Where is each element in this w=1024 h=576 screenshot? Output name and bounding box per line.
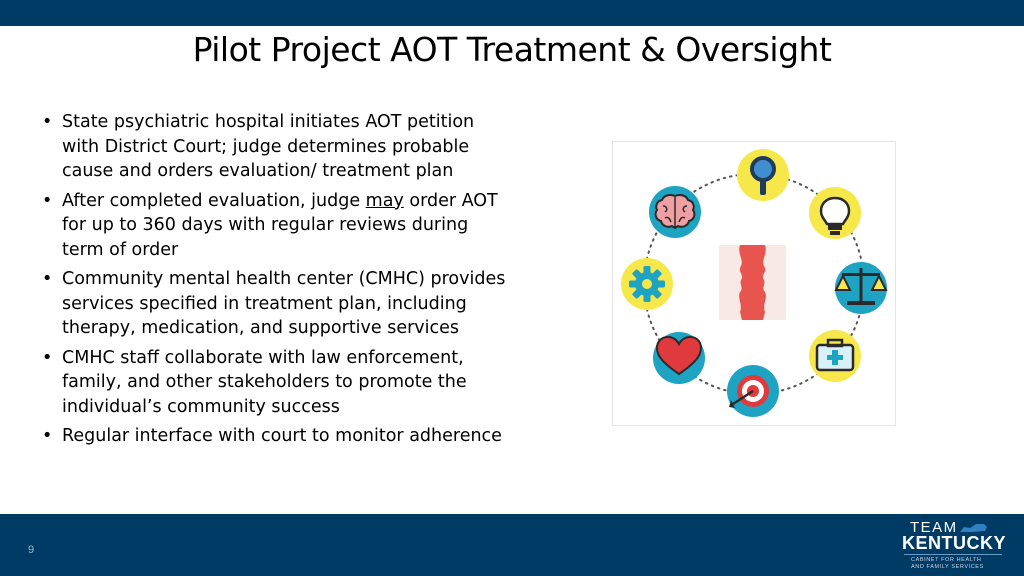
first-aid-kit-icon (809, 330, 861, 382)
bullet-2-text-start: After completed evaluation, judge (62, 190, 366, 211)
scales-icon (835, 262, 887, 314)
target-icon (727, 365, 779, 417)
bullet-item-4: • CMHC staff collaborate with law enforcement, family, and other stakeholders to promote the individual’s community success (40, 346, 510, 420)
page-number: 9 (28, 544, 35, 556)
top-bar (0, 0, 1024, 26)
logo-kentucky-text: KENTUCKY (902, 533, 1007, 553)
bullet-item-2 (40, 189, 510, 263)
team-kentucky-logo (898, 519, 1006, 573)
bullet-2-text-end: order AOT for up to 360 days with regular reviews during term of order (62, 190, 498, 260)
logo-cabinet-line2: AND FAMILY SERVICES (911, 564, 984, 570)
treatment-graphic-svg (613, 142, 895, 425)
logo-divider (904, 554, 1002, 555)
lightbulb-icon (809, 187, 861, 239)
logo-team-text: TEAM (910, 519, 958, 536)
bullet-item-1: • State psychiatric hospital initiates AOT petition with District Court; judge determines probable cause and orders evaluation/ treatment plan (40, 110, 510, 184)
brain-icon (649, 186, 701, 238)
gear-icon (621, 258, 673, 310)
magnifier-icon (737, 149, 789, 201)
bullet-item-3: • Community mental health center (CMHC) provides services specified in treatment plan, including therapy, medication, and supportive services (40, 267, 510, 341)
bullet-list (40, 110, 510, 454)
heart-icon (653, 332, 705, 384)
treatment-graphic (612, 141, 896, 426)
bullet-item-5: • Regular interface with court to monitor adherence (40, 424, 510, 449)
bullet-2-emphasis: may (365, 190, 404, 211)
footer-bar (0, 514, 1024, 576)
page-title: Pilot Project AOT Treatment & Oversight (192, 30, 832, 69)
logo-cabinet-line1: CABINET FOR HEALTH (911, 557, 982, 563)
faces-vase-icon (719, 245, 786, 320)
